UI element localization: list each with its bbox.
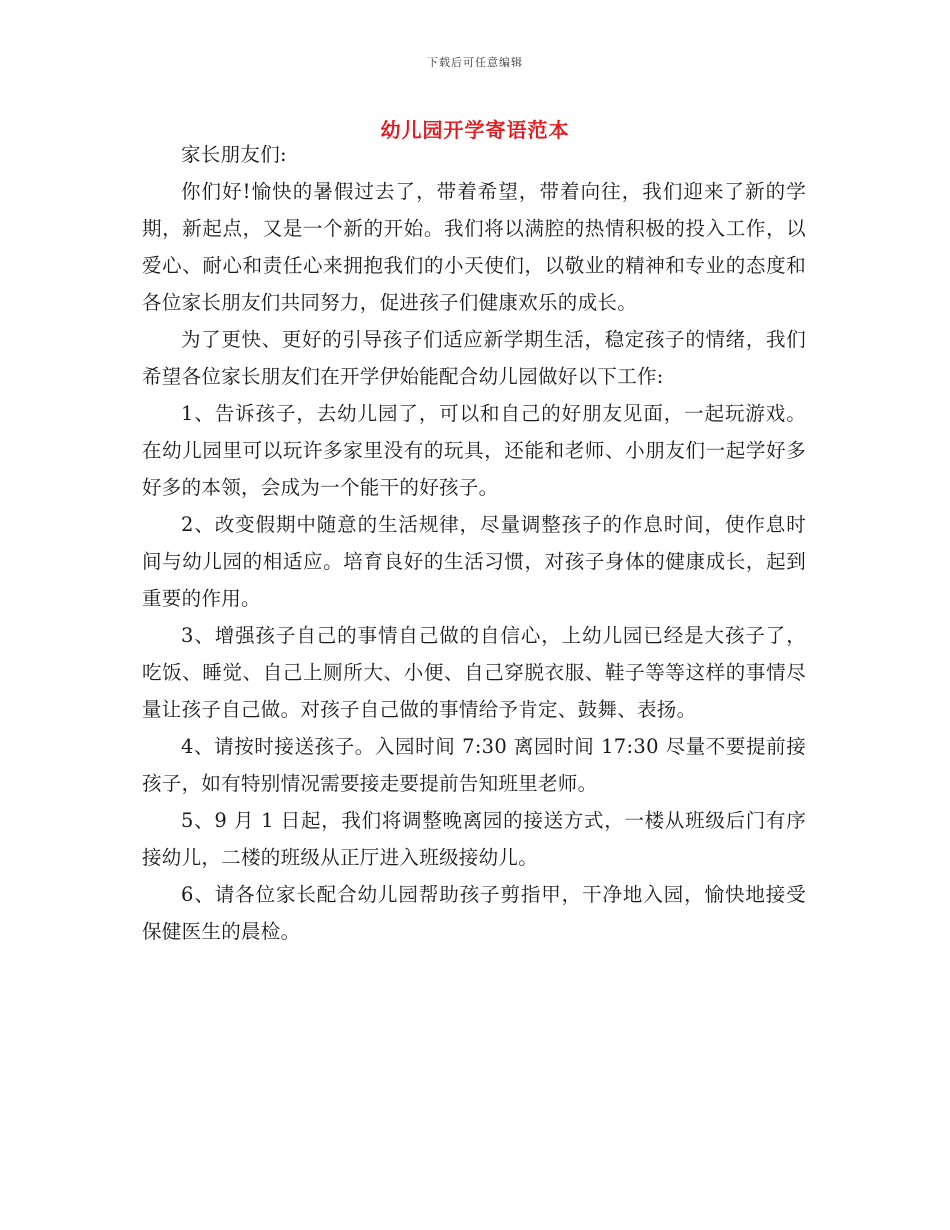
paragraph-item-4: 4、请按时接送孩子。入园时间 7:30 离园时间 17:30 尽量不要提前接孩子，如有特别情况需要接走要提前告知班里老师。 — [142, 735, 806, 795]
paragraph-item-6: 6、请各位家长配合幼儿园帮助孩子剪指甲，干净地入园，愉快地接受保健医生的晨检。 — [142, 883, 806, 943]
paragraph-item-3: 3、增强孩子自己的事情自己做的自信心，上幼儿园已经是大孩子了，吃饭、睡觉、自己上厕所大、小便、自己穿脱衣服、鞋子等等这样的事情尽量让孩子自己做。对孩子自己做的事情给予肯定、鼓舞、表扬。 — [142, 624, 806, 721]
paragraph-request: 为了更快、更好的引导孩子们适应新学期生活，稳定孩子的情绪，我们希望各位家长朋友们在开学伊始能配合幼儿园做好以下工作: — [142, 328, 806, 388]
paragraph-greeting: 家长朋友们: — [181, 143, 287, 166]
paragraph-item-1: 1、告诉孩子，去幼儿园了，可以和自己的好朋友见面，一起玩游戏。在幼儿园里可以玩许多家里没有的玩具，还能和老师、小朋友们一起学好多好多的本领，会成为一个能干的好孩子。 — [142, 402, 806, 499]
paragraph-intro: 你们好!愉快的暑假过去了，带着希望，带着向往，我们迎来了新的学期，新起点，又是一个新的开始。我们将以满腔的热情积极的投入工作，以爱心、耐心和责任心来拥抱我们的小天使们，以敬业的精神和专业的态度和各位家长朋友们共同努力，促进孩子们健康欢乐的成长。 — [142, 180, 806, 314]
paragraph-item-5: 5、9 月 1 日起，我们将调整晚离园的接送方式，一楼从班级后门有序接幼儿，二楼的班级从正厅进入班级接幼儿。 — [142, 809, 806, 869]
paragraph-item-2: 2、改变假期中随意的生活规律，尽量调整孩子的作息时间，使作息时间与幼儿园的相适应。培育良好的生活习惯，对孩子身体的健康成长，起到重要的作用。 — [142, 513, 806, 610]
document-body — [142, 136, 806, 950]
page-header-note: 下载后可任意编辑 — [427, 56, 523, 69]
document-title: 幼儿园开学寄语范本 — [380, 118, 570, 142]
